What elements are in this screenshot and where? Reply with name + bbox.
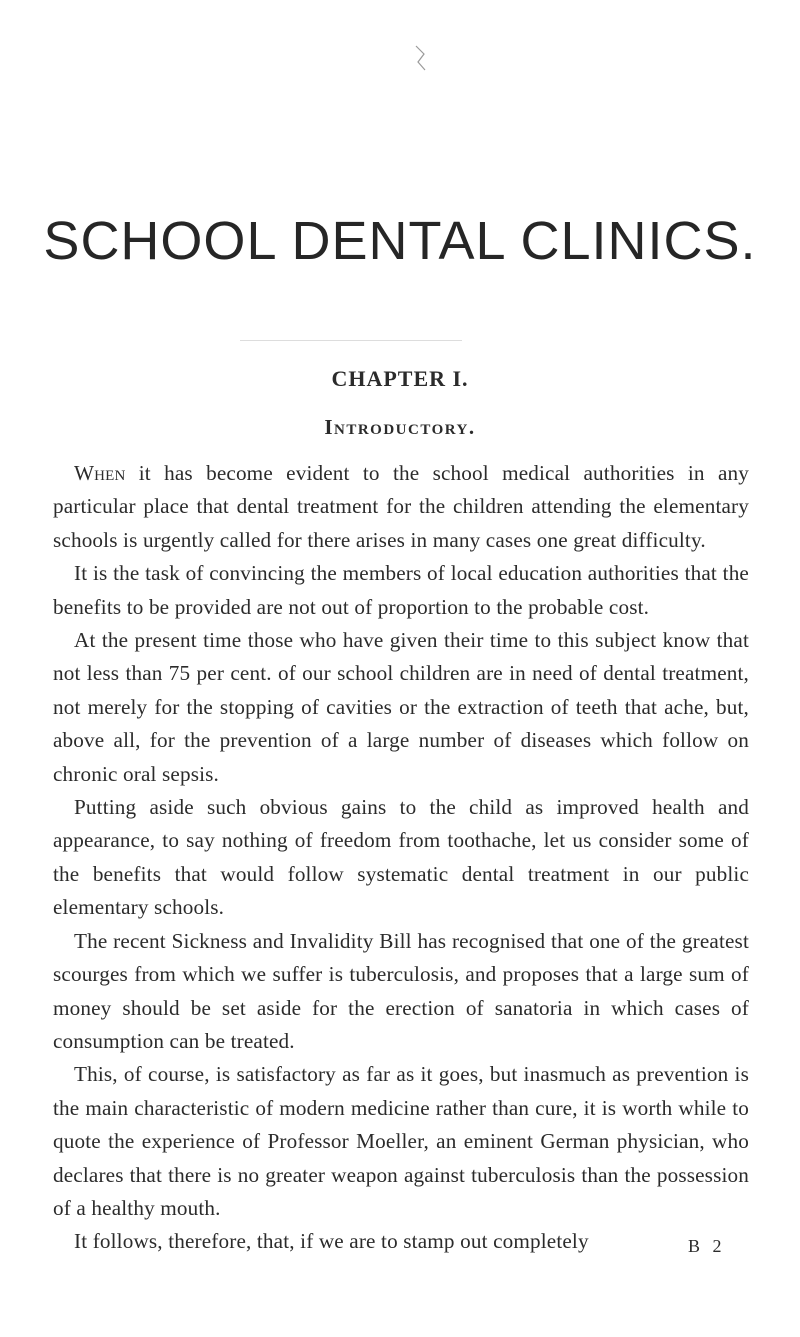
page-title: SCHOOL DENTAL CLINICS. bbox=[43, 211, 757, 271]
section-heading: Introductory. bbox=[324, 415, 476, 439]
paragraph-6: This, of course, is satisfactory as far as it goes, but inasmuch as prevention is the main characteristic of modern medicine rather than cure, it is worth while to quote the experience of Professor Moeller, an eminent German physician, who declares that there is no greater weapon against tuberculosis than the possession of a healthy mouth. bbox=[53, 1062, 749, 1220]
body-text bbox=[53, 457, 749, 1259]
title-divider bbox=[240, 340, 462, 341]
paragraph-5: The recent Sickness and Invalidity Bill has recognised that one of the greatest scourges from which we suffer is tuberculosis, and proposes that a large sum of money should be set aside for the erection of sanatoria in which cases of consumption can be treated. bbox=[53, 928, 749, 1053]
paragraph-3: At the present time those who have given their time to this subject know that not less than 75 per cent. of our school children are in need of dental treatment, not merely for the stopping of cavities or the extraction of teeth that ache, but, above all, for the prevention of a large number of diseases which follow on chronic oral sepsis. bbox=[53, 628, 749, 786]
signature-mark: B 2 bbox=[688, 1236, 726, 1256]
paragraph-2: It is the task of convincing the members of local education authorities that the benefits to be provided are not out of proportion to the probable cost. bbox=[53, 561, 749, 619]
paragraph-4: Putting aside such obvious gains to the child as improved health and appearance, to say nothing of freedom from toothache, let us consider some of the benefits that would follow systematic dental treatment in our public elementary schools. bbox=[53, 795, 749, 920]
pencil-mark bbox=[412, 40, 430, 74]
paragraph-1-text: it has become evident to the school medical authorities in any particular place that dental treatment for the children attending the elementary schools is urgently called for there arises in many cases one great difficulty. bbox=[53, 461, 749, 552]
paragraph-1 bbox=[53, 457, 749, 557]
opening-word: When bbox=[74, 461, 126, 485]
paragraph-7: It follows, therefore, that, if we are to stamp out completely bbox=[74, 1229, 589, 1254]
chapter-heading: CHAPTER I. bbox=[331, 366, 469, 391]
